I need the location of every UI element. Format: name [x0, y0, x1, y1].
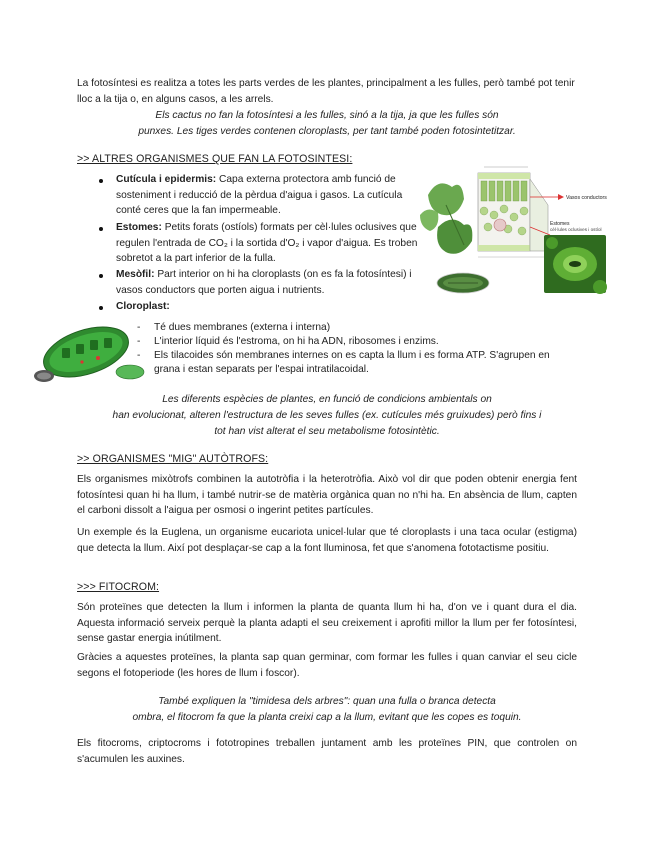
section-heading-organismes-mig: >> ORGANISMES "MIG" AUTÒTROFS:	[77, 453, 269, 465]
section1-note-line-2: han evolucionat, alteren l'estructura de les seves fulles (ex. cutícules més gruixudes) però fins i	[112, 410, 542, 421]
section3-note-line-2: ombra, el fitocrom fa que la planta creixi cap a la llum, evitant que les copes es toquin.	[132, 712, 522, 723]
bullet-mesofil	[116, 267, 422, 298]
bullet-dot	[99, 227, 103, 231]
bullet-dot	[99, 179, 103, 183]
bullet-cloroplast	[116, 299, 422, 315]
dash-marker: -	[137, 350, 141, 361]
label-estomes: Estomes	[550, 221, 570, 227]
leaf-cross-section	[478, 167, 548, 257]
section2-paragraph-2: Un exemple és la Euglena, un organisme eucariota unicel·lular que té cloroplasts i una taca ocular (estigma) que detecta la llum. Així pot desplaçar-se cap a la font lluminosa, fet que s'anomena fototactisme positiu.	[77, 527, 577, 554]
stoma-micrograph	[544, 235, 607, 294]
section1-note-line-1: Les diferents espècies de plantes, en funció de condicions ambientals on	[162, 394, 492, 405]
section3-paragraph-3: Els fitocroms, criptocroms i fototropines treballen juntament amb les proteïnes PIN, que controlen on s'acumulen les auxines.	[77, 738, 577, 765]
section3-note-line-1: També expliquen la "timidesa dels arbres": quan una fulla o branca detecta	[158, 696, 496, 707]
leaf-structure-diagram	[418, 165, 613, 300]
dash-marker: -	[137, 336, 141, 347]
bullet-term: Mesòfil:	[116, 269, 155, 280]
intro-note-line-1: Els cactus no fan la fotosíntesi a les fulles, sinó a la tija, ja que les fulles són	[155, 110, 499, 121]
dash-item-tilacoides-cont: grana i estan separats per l'espai intratilacoidal.	[154, 364, 369, 375]
bullet-text: Capa externa protectora amb funció de sosteniment i reducció de la pèrdua d'aigua i gasos. La cutícula conté ceres que la fan impermeable.	[116, 174, 403, 216]
bullet-cuticula	[116, 172, 422, 219]
bullet-estomes	[116, 220, 422, 267]
section2-paragraph-1: Els organismes mixòtrofs combinen la autotròfia i la heterotròfia. Això vol dir que poden obtenir energia fent fotosíntesi quan hi ha llum, i també nutrir-se de matèria orgànica quan no n'hi ha. En absència de llum, capten el carboni dissolt a l'aigua per osmosi o ingerint petites partícules.	[77, 474, 577, 516]
bullet-text: Part interior on hi ha cloroplasts (on es fa la fotosíntesi) i vasos conductors que porten aigua i nutrients.	[116, 269, 412, 296]
label-estomes-sub: cèl·lules oclusives i ostíol	[550, 227, 602, 232]
bullet-term: Estomes:	[116, 222, 162, 233]
section3-paragraph-2: Gràcies a aquestes proteïnes, la planta sap quan germinar, com formar les fulles i quan canviar el seu cicle segons el fotoperiode (les hores de llum i foscor).	[77, 652, 577, 679]
bullet-dot	[99, 274, 103, 278]
section-heading-fitocrom: >>> FITOCROM:	[77, 581, 160, 593]
dash-item-membranes: Té dues membranes (externa i interna)	[154, 322, 331, 333]
section1-note-line-3: tot han vist alterat el seu metabolisme fotosintètic.	[214, 426, 440, 437]
dash-item-tilacoides: Els tilacoides són membranes internes on es capta la llum i es forma ATP. S'agrupen en	[154, 350, 550, 361]
chloroplast-diagram	[24, 318, 154, 386]
intro-note-line-2: punxes. Les tiges verdes contenen cloroplasts, per tant també poden fotosintetitzar.	[138, 126, 516, 137]
ivy-leaves-image	[420, 183, 472, 253]
dash-item-estroma: L'interior líquid és l'estroma, on hi ha ADN, ribosomes i enzims.	[154, 336, 439, 347]
section3-paragraph-1: Són proteïnes que detecten la llum i informen la planta de quanta llum hi ha, d'on ve i quant dura el dia. Aquesta informació serveix perquè la planta adapti el seu creixement i aprofiti millor la llum per fer fotosíntesi, sense gastar energia inútilment.	[77, 602, 577, 644]
bullet-dot	[99, 306, 103, 310]
bullet-text: Petits forats (ostíols) formats per cèl·lules oclusives que regulen l'entrada de CO₂ i la sortida d'O₂ i vapor d'aigua. Es troben sobretot a la part inferior de la fulla.	[116, 222, 418, 264]
label-vasos-conductors: Vasos conductors	[566, 195, 607, 201]
section-heading-altres-organismes: >> ALTRES ORGANISMES QUE FAN LA FOTOSINTESI:	[77, 153, 353, 165]
dash-marker: -	[137, 322, 141, 333]
intro-paragraph: La fotosíntesi es realitza a totes les parts verdes de les plantes, principalment a les fulles, però també pot tenir lloc a la tija o, en alguns casos, a les arrels.	[77, 78, 575, 105]
bullet-term: Cloroplast:	[116, 301, 170, 312]
bullet-term: Cutícula i epidermis:	[116, 174, 217, 185]
